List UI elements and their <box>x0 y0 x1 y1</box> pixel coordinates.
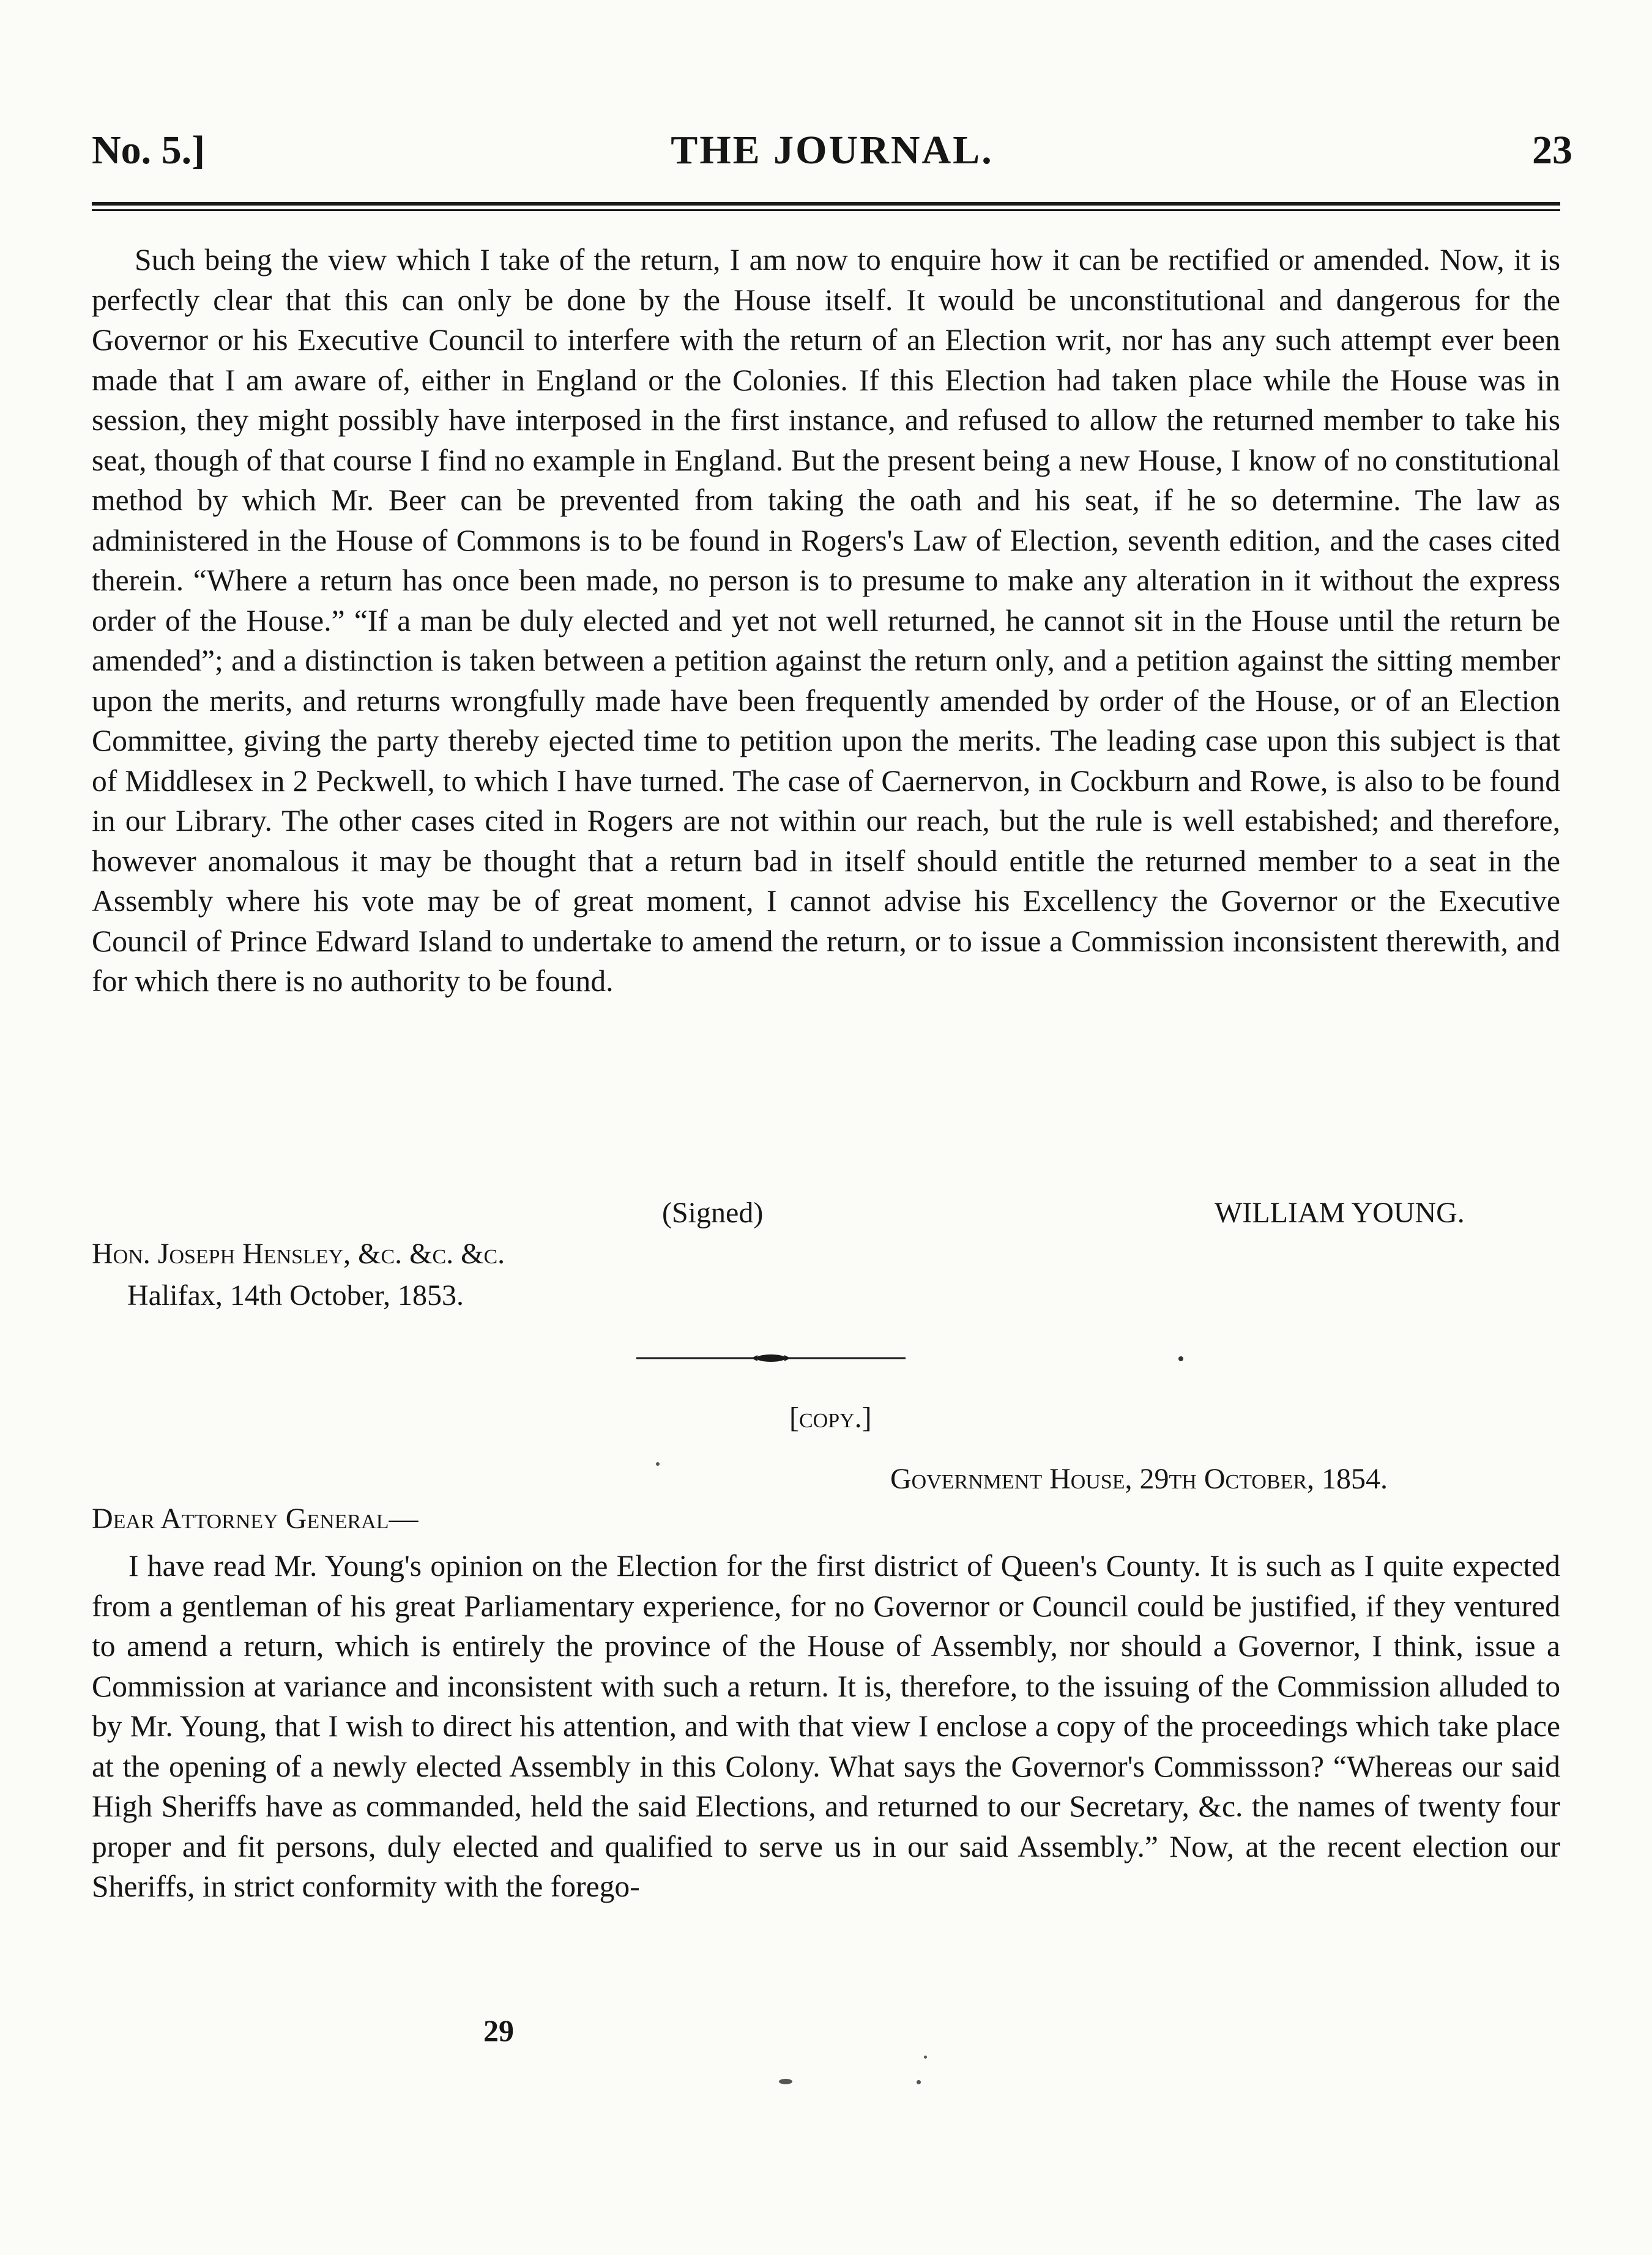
place-date: Halifax, 14th October, 1853. <box>127 1279 464 1312</box>
letter-one-body: Such being the view which I take of the return, I am now to enquire how it can be rectified or amended. Now, it is perfectly clear that this can only be done by the House itself. It would be unconstitutional and dangerous for the Governor or his Executive Council to interfere with the return of an Election writ, nor has any such attempt ever been made that I am aware of, either in England or the Colonies. If this Election had taken place while the House was in session, they might possibly have interposed in the first instance, and refused to allow the returned member to take his seat, though of that course I find no example in England. But the present being a new House, I know of no constitutional method by which Mr. Beer can be prevented from taking the oath and his seat, if he so determine. The law as administered in the House of Commons is to be found in Rogers's Law of Election, seventh edition, and the cases cited therein. “Where a return has once been made, no person is to presume to make any alteration in it without the express order of the House.” “If a man be duly elected and yet not well returned, he cannot sit in the House until the return be amended”; and a distinction is taken between a petition against the return only, and a petition against the sitting member upon the merits, and returns wrongfully made have been frequently amended by order of the House, or of an Election Committee, giving the party thereby ejected time to petition upon the merits. The leading case upon this subject is that of Middlesex in 2 Peckwell, to which I have turned. The case of Caernervon, in Cockburn and Rowe, is also to be found in our Library. The other cases cited in Rogers are not within our reach, but the rule is well estabished; and therefore, however anomalous it may be thought that a return bad in itself should entitle the returned member to a seat in the Assembly where his vote may be of great moment, I cannot advise his Excellency the Governor or the Executive Council of Prince Edward Island to undertake to amend the return, or to issue a Commission inconsistent therewith, and for which there is no authority to be found. <box>92 243 1560 998</box>
header-rule-thin <box>92 209 1560 211</box>
ink-speck <box>924 2056 927 2059</box>
letter-two-body: I have read Mr. Young's opinion on the Election for the first district of Queen's County. It is such as I quite expected from a gentleman of his great Parliamentary experience, for no Governor or Council could be justified, if they ventured to amend a return, which is entirely the province of the House of Assembly, nor should a Governor, I think, issue a Commission at variance and inconsistent with such a return. It is, therefore, to the issuing of the Commission alluded to by Mr. Young, that I wish to direct his attention, and with that view I enclose a copy of the proceedings which take place at the opening of a newly elected Assembly in this Colony. What says the Governor's Commissson? “Whereas our said High Sheriffs have as commanded, held the said Elections, and returned to our Secretary, &c. the names of twenty four proper and fit persons, duly elected and qualified to serve us in our said Assembly.” Now, at the recent election our Sheriffs, in strict conformity with the forego- <box>92 1549 1560 1903</box>
stray-dot <box>1178 1356 1183 1361</box>
ink-speck <box>656 1462 660 1466</box>
running-head <box>92 127 1572 182</box>
page-number: 23 <box>1532 128 1572 173</box>
ink-speck <box>917 2080 921 2084</box>
header-rule-thick <box>92 202 1560 206</box>
issue-number: No. 5.] <box>92 128 206 173</box>
ink-speck <box>779 2079 792 2084</box>
signed-label: (Signed) <box>662 1197 764 1229</box>
header-double-rule <box>92 202 1560 214</box>
letter-two-dateline <box>890 1462 1388 1496</box>
signatory-name: WILLIAM YOUNG. <box>1215 1197 1465 1229</box>
salutation: Dear Attorney General— <box>92 1503 419 1535</box>
section-divider-ornament <box>636 1353 906 1363</box>
journal-title: THE JOURNAL. <box>671 128 994 173</box>
addressee: Hon. Joseph Hensley, &c. &c. &c. <box>92 1238 505 1270</box>
dateline-text: Government House, 29th October, 1854. <box>890 1463 1388 1495</box>
signature-mark: 29 <box>483 2013 514 2048</box>
copy-label: [copy.] <box>789 1402 872 1434</box>
letter-one <box>92 240 1560 1001</box>
letter-two <box>92 1546 1560 1907</box>
